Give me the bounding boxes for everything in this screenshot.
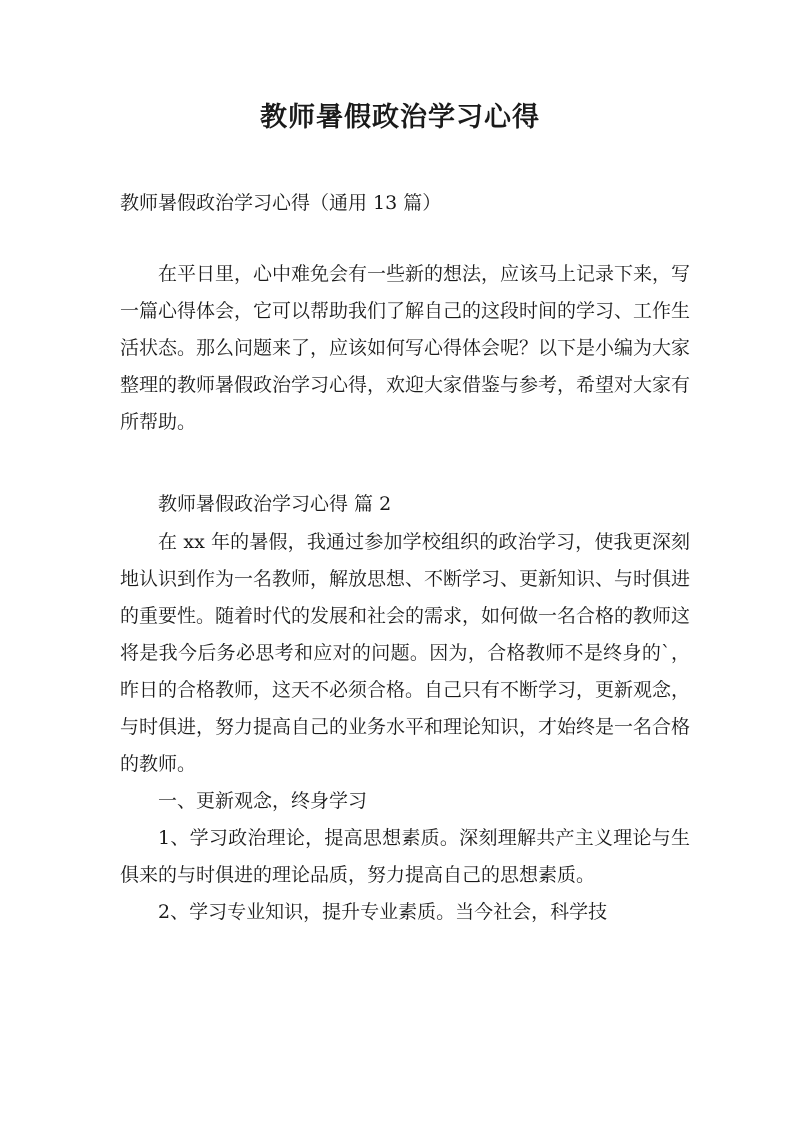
intro-paragraph: 在平日里，心中难免会有一些新的想法，应该马上记录下来，写一篇心得体会，它可以帮助我们了解自己的这段时间的学习、工作生活状态。那么问题来了，应该如何写心得体会呢？以下是小编为大家整理的教师暑假政治学习心得，欢迎大家借鉴与参考，希望对大家有所帮助。	[120, 263, 691, 433]
body-paragraph: 在 xx 年的暑假，我通过参加学校组织的政治学习，使我更深刻地认识到作为一名教师，解放思想、不断学习、更新知识、与时俱进的重要性。随着时代的发展和社会的需求，如何做一名合格的教师这将是我今后务必思考和应对的问题。因为，合格教师不是终身的`，昨日的合格教师，这天不必须合格。自己只有不断学习，更新观念，与时俱进，努力提高自己的业务水平和理论知识，才始终是一名合格的教师。	[120, 531, 691, 775]
body-paragraph: 1、学习政治理论，提高思想素质。深刻理解共产主义理论与生俱来的与时俱进的理论品质，努力提高自己的思想素质。	[120, 827, 690, 886]
document-subtitle: 教师暑假政治学习心得（通用 13 篇）	[120, 192, 442, 214]
body-paragraph: 2、学习专业知识，提升专业素质。当今社会，科学技	[158, 901, 608, 923]
document-title: 教师暑假政治学习心得	[260, 102, 540, 133]
intro-section	[120, 256, 690, 441]
body-paragraph: 一、更新观念，终身学习	[158, 790, 368, 812]
main-body	[120, 524, 690, 931]
section-heading: 教师暑假政治学习心得 篇 2	[158, 493, 392, 515]
